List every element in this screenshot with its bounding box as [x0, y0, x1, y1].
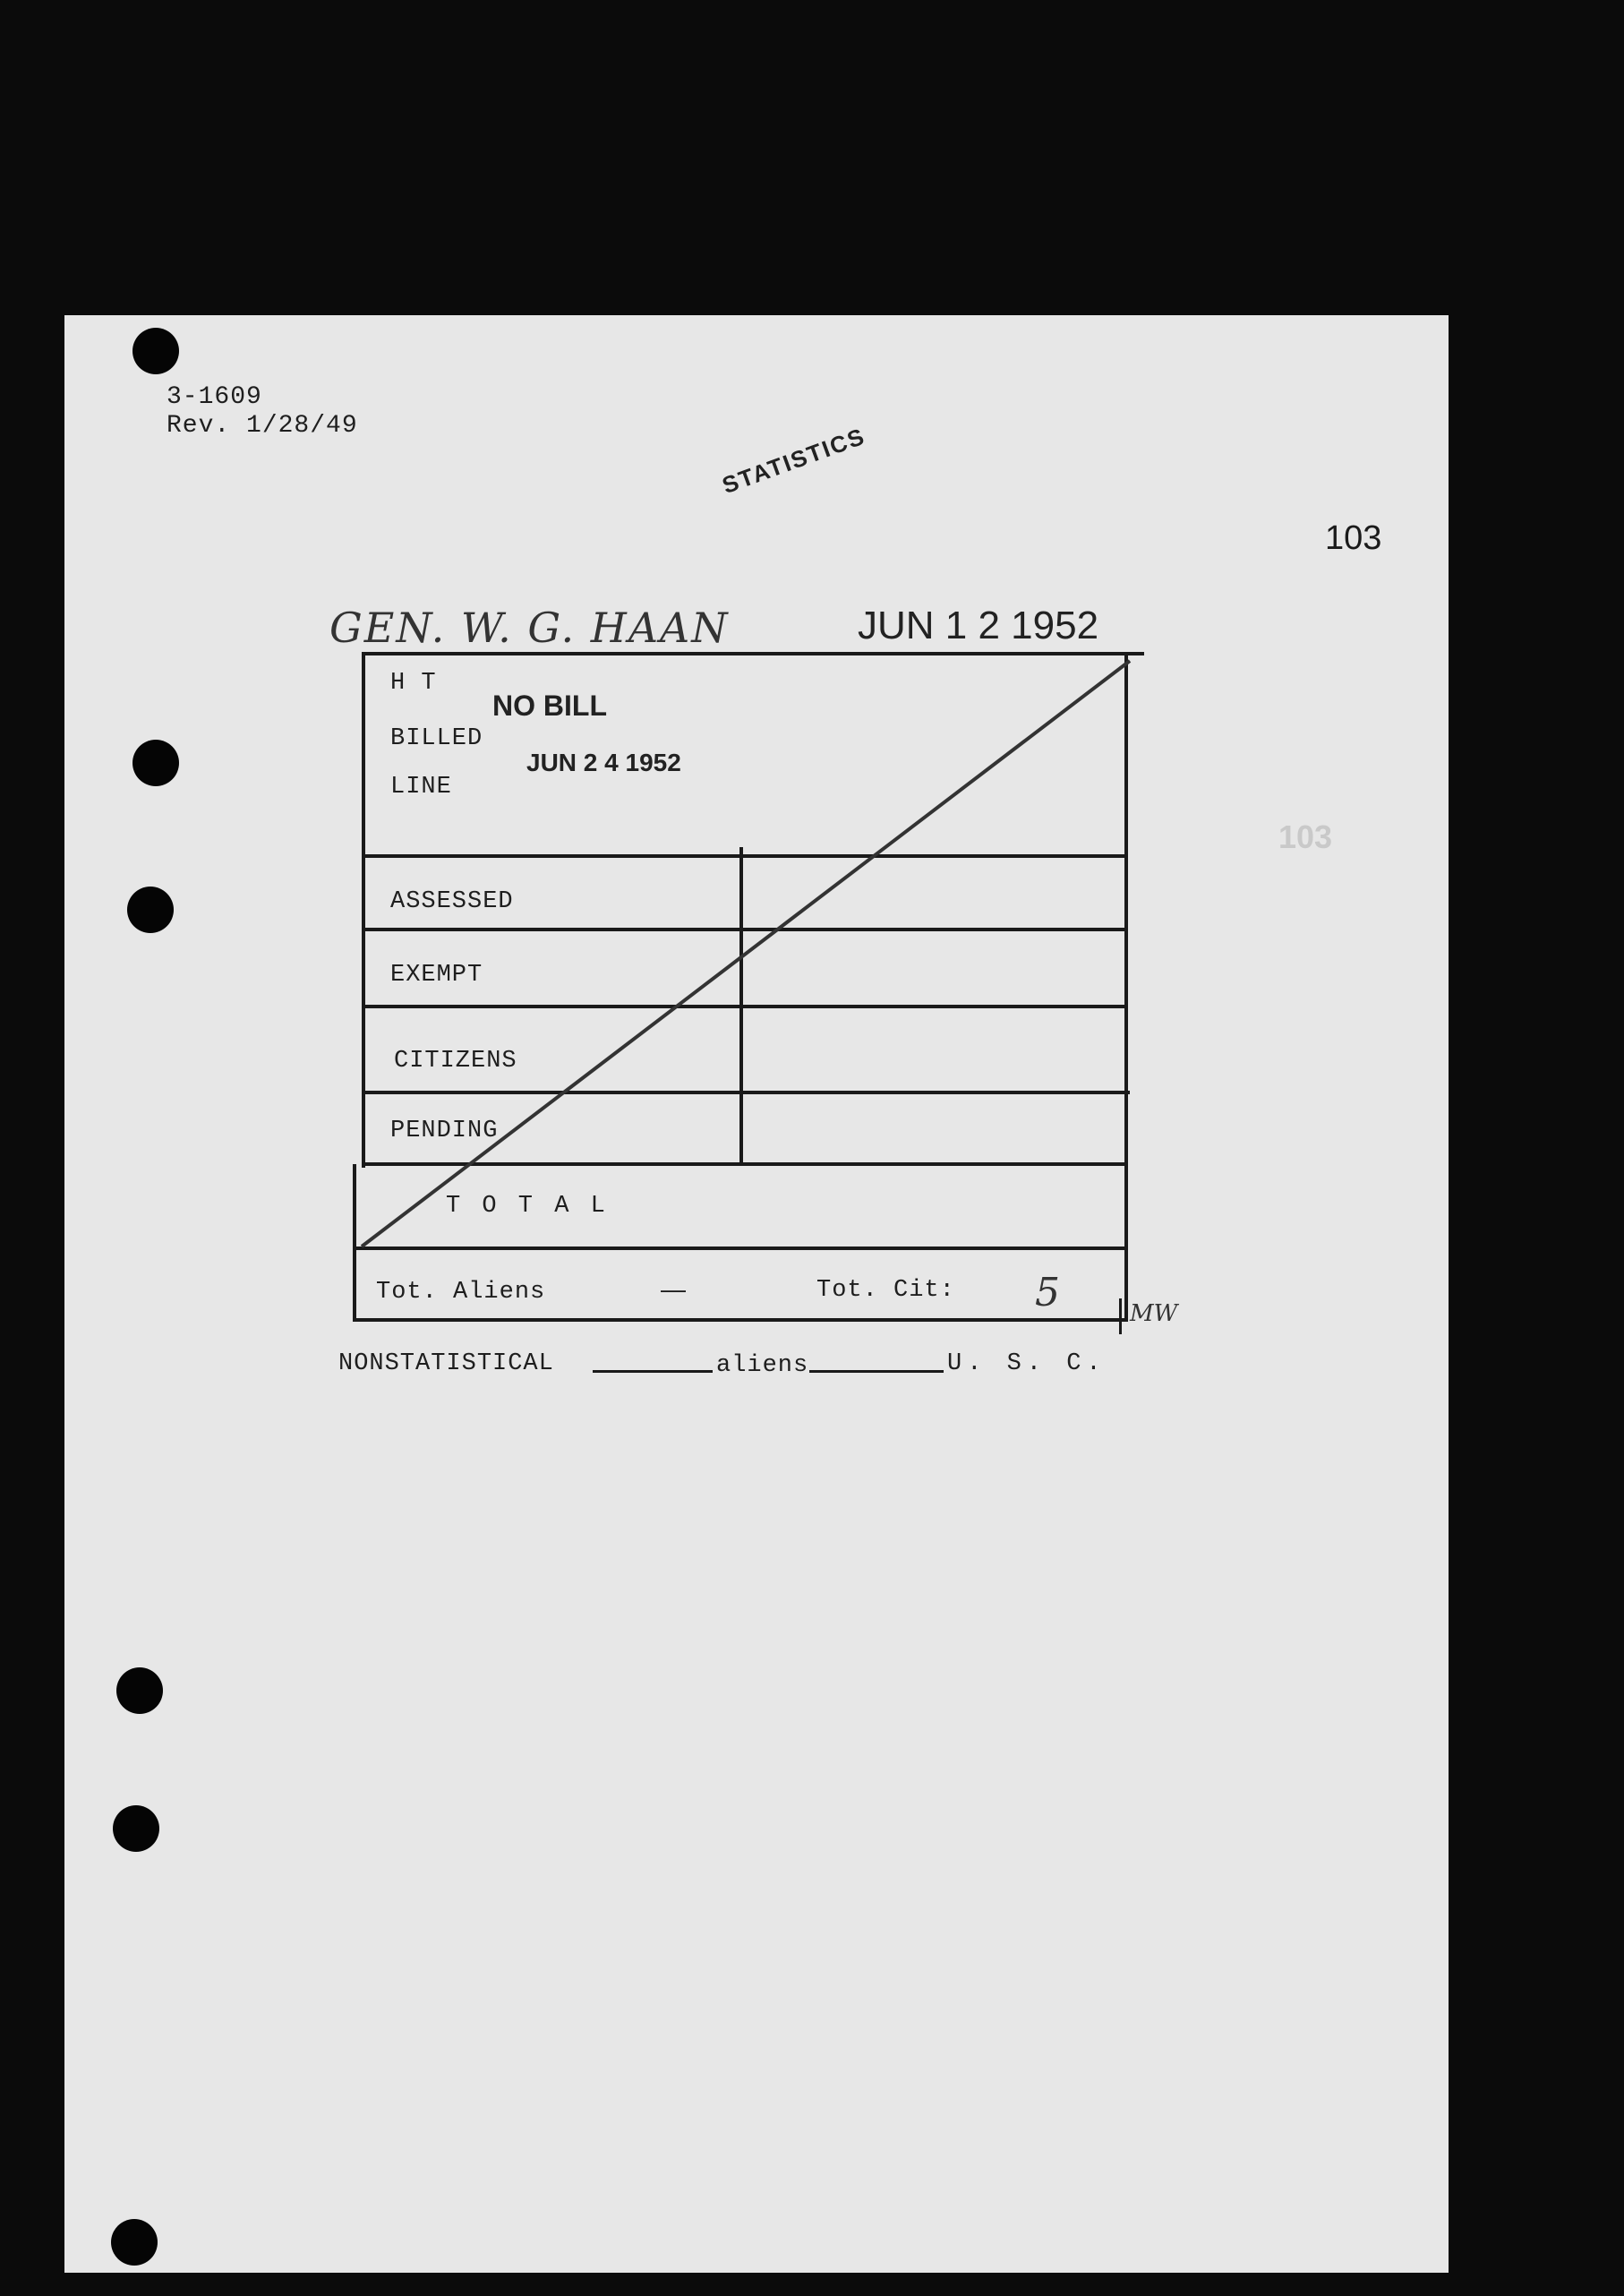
- page-number: 103: [1325, 519, 1382, 557]
- page-number-bleed: 103: [1278, 818, 1333, 855]
- nonstat-aliens-label: aliens: [716, 1352, 809, 1379]
- initials: MW: [1130, 1300, 1178, 1327]
- billed-label: BILLED: [390, 725, 483, 752]
- form-number: 3-1609: [167, 383, 262, 411]
- form-revision: Rev. 1/28/49: [167, 412, 358, 440]
- row-label-assessed: ASSESSED: [390, 888, 514, 915]
- ht-label: H T: [390, 670, 437, 697]
- nonstat-usc-label: U. S. C.: [947, 1350, 1107, 1377]
- total-label: T O T A L: [446, 1193, 609, 1220]
- no-bill-stamp: NO BILL: [492, 690, 607, 722]
- row-label-pending: PENDING: [390, 1118, 499, 1144]
- arrival-date-stamp: JUN 1 2 1952: [858, 604, 1099, 647]
- row-label-citizens: CITIZENS: [394, 1048, 517, 1075]
- nonstatistical-label: NONSTATISTICAL: [338, 1350, 554, 1377]
- statistics-stamp: STATISTICS: [718, 422, 869, 500]
- row-label-exempt: EXEMPT: [390, 962, 483, 989]
- total-aliens-value: —: [661, 1275, 686, 1303]
- no-bill-date-stamp: JUN 2 4 1952: [526, 749, 681, 776]
- total-aliens-label: Tot. Aliens: [376, 1279, 546, 1306]
- total-citizens-label: Tot. Cit:: [816, 1277, 955, 1304]
- vessel-name: GEN. W. G. HAAN: [329, 604, 730, 652]
- line-label: LINE: [390, 774, 452, 801]
- total-citizens-value: 5: [1035, 1270, 1060, 1315]
